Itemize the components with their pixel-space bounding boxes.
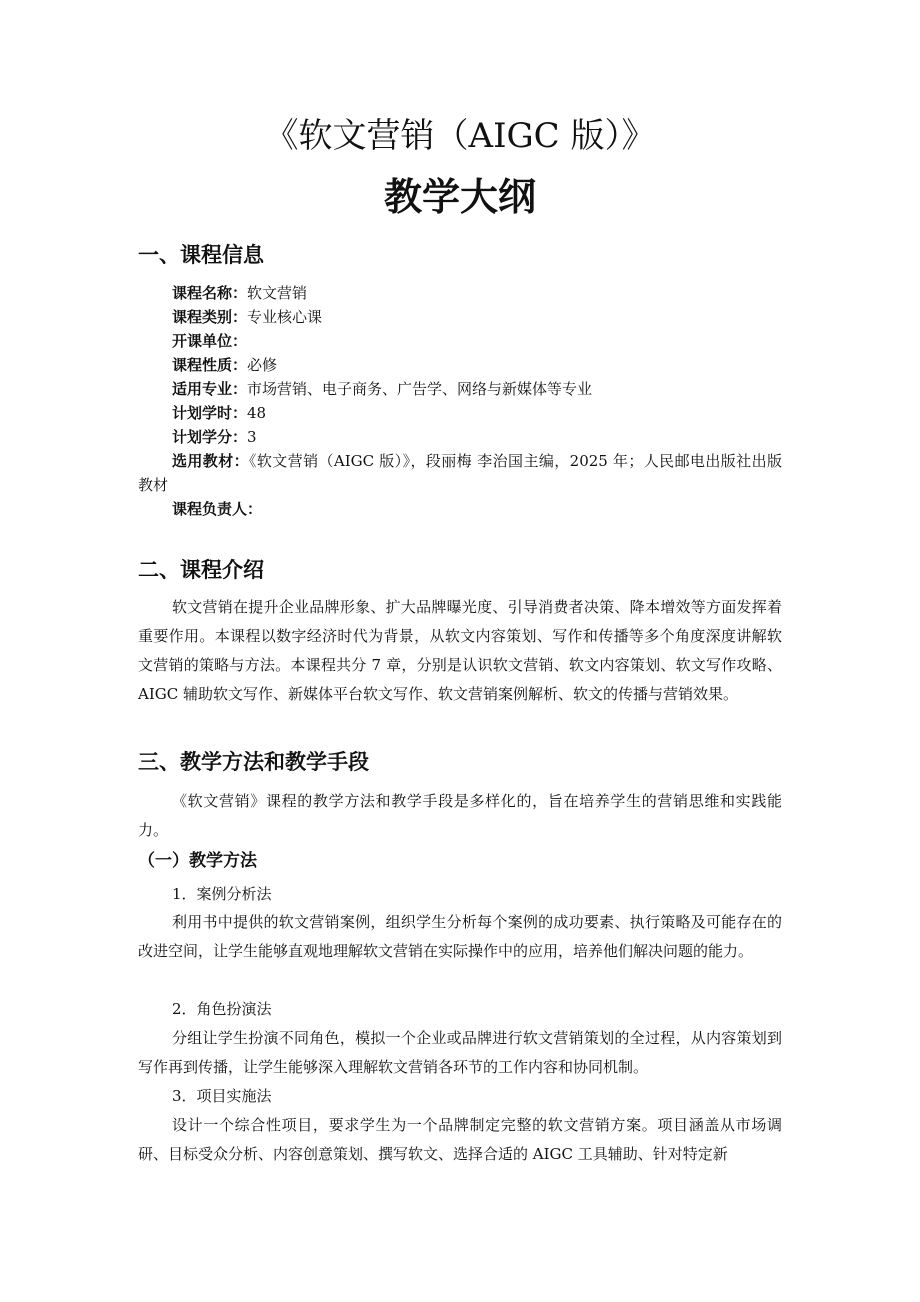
info-value: 《软文营销（AIGC 版）》，段丽梅 李治国主编，2025 年；人民邮电出版社出版教材 <box>138 452 782 494</box>
method-text-case-analysis: 利用书中提供的软文营销案例，组织学生分析每个案例的成功要素、执行策略及可能存在的改进空间，让学生能够直观地理解软文营销在实际操作中的应用，培养他们解决问题的能力。 <box>138 913 782 960</box>
info-value: 48 <box>247 404 267 422</box>
info-label: 开课单位： <box>172 332 248 350</box>
info-value: 3 <box>247 428 257 446</box>
info-textbook <box>138 449 782 497</box>
info-course-nature <box>172 353 277 377</box>
method-title-role-play: 2．角色扮演法 <box>172 1000 272 1018</box>
info-planned-hours <box>172 401 266 425</box>
info-course-name <box>172 281 307 305</box>
info-offering-unit <box>172 329 247 353</box>
info-value: 软文营销 <box>247 284 308 302</box>
info-label: 课程名称： <box>172 284 248 302</box>
method-text-project: 设计一个综合性项目，要求学生为一个品牌制定完整的软文营销方案。项目涵盖从市场调研、目标受众分析、内容创意策划、撰写软文、选择合适的 AIGC 工具辅助、针对特定新 <box>138 1116 782 1163</box>
info-label: 选用教材： <box>172 452 249 470</box>
info-label: 计划学分： <box>172 428 248 446</box>
subsection-heading-methods: （一）教学方法 <box>138 851 257 871</box>
section-heading-course-intro: 二、课程介绍 <box>138 558 264 582</box>
info-label: 课程类别： <box>172 308 248 326</box>
course-intro-paragraph: 软文营销在提升企业品牌形象、扩大品牌曝光度、引导消费者决策、降本增效等方面发挥着重要作用。本课程以数字经济时代为背景，从软文内容策划、写作和传播等多个角度深度讲解软文营销的策略与方法。本课程共分 7 章，分别是认识软文营销、软文内容策划、软文写作攻略、AIGC 辅助软文写作、新媒体平台软文写作、软文营销案例解析、软文的传播与营销效果。 <box>138 598 782 703</box>
document-title: 《软文营销（AIGC 版）》 <box>264 116 656 156</box>
info-planned-credits <box>172 425 257 449</box>
info-course-category <box>172 305 322 329</box>
method-title-project: 3．项目实施法 <box>172 1087 272 1105</box>
section-heading-course-info: 一、课程信息 <box>138 243 264 267</box>
info-label: 课程性质： <box>172 356 248 374</box>
section-heading-teaching-methods: 三、教学方法和教学手段 <box>138 750 369 774</box>
document-subtitle: 教学大纲 <box>383 175 536 219</box>
info-course-leader <box>172 497 262 521</box>
info-applicable-majors <box>172 377 592 401</box>
info-value: 专业核心课 <box>247 308 323 326</box>
info-value: 必修 <box>247 356 278 374</box>
info-label: 计划学时： <box>172 404 248 422</box>
teaching-intro-paragraph: 《软文营销》课程的教学方法和教学手段是多样化的，旨在培养学生的营销思维和实践能力。 <box>138 792 782 839</box>
info-label: 适用专业： <box>172 380 248 398</box>
info-value: 市场营销、电子商务、广告学、网络与新媒体等专业 <box>247 380 593 398</box>
method-text-role-play: 分组让学生扮演不同角色，模拟一个企业或品牌进行软文营销策划的全过程，从内容策划到写作再到传播，让学生能够深入理解软文营销各环节的工作内容和协同机制。 <box>138 1029 782 1076</box>
info-label: 课程负责人： <box>172 500 263 518</box>
method-title-case-analysis: 1．案例分析法 <box>172 885 272 903</box>
